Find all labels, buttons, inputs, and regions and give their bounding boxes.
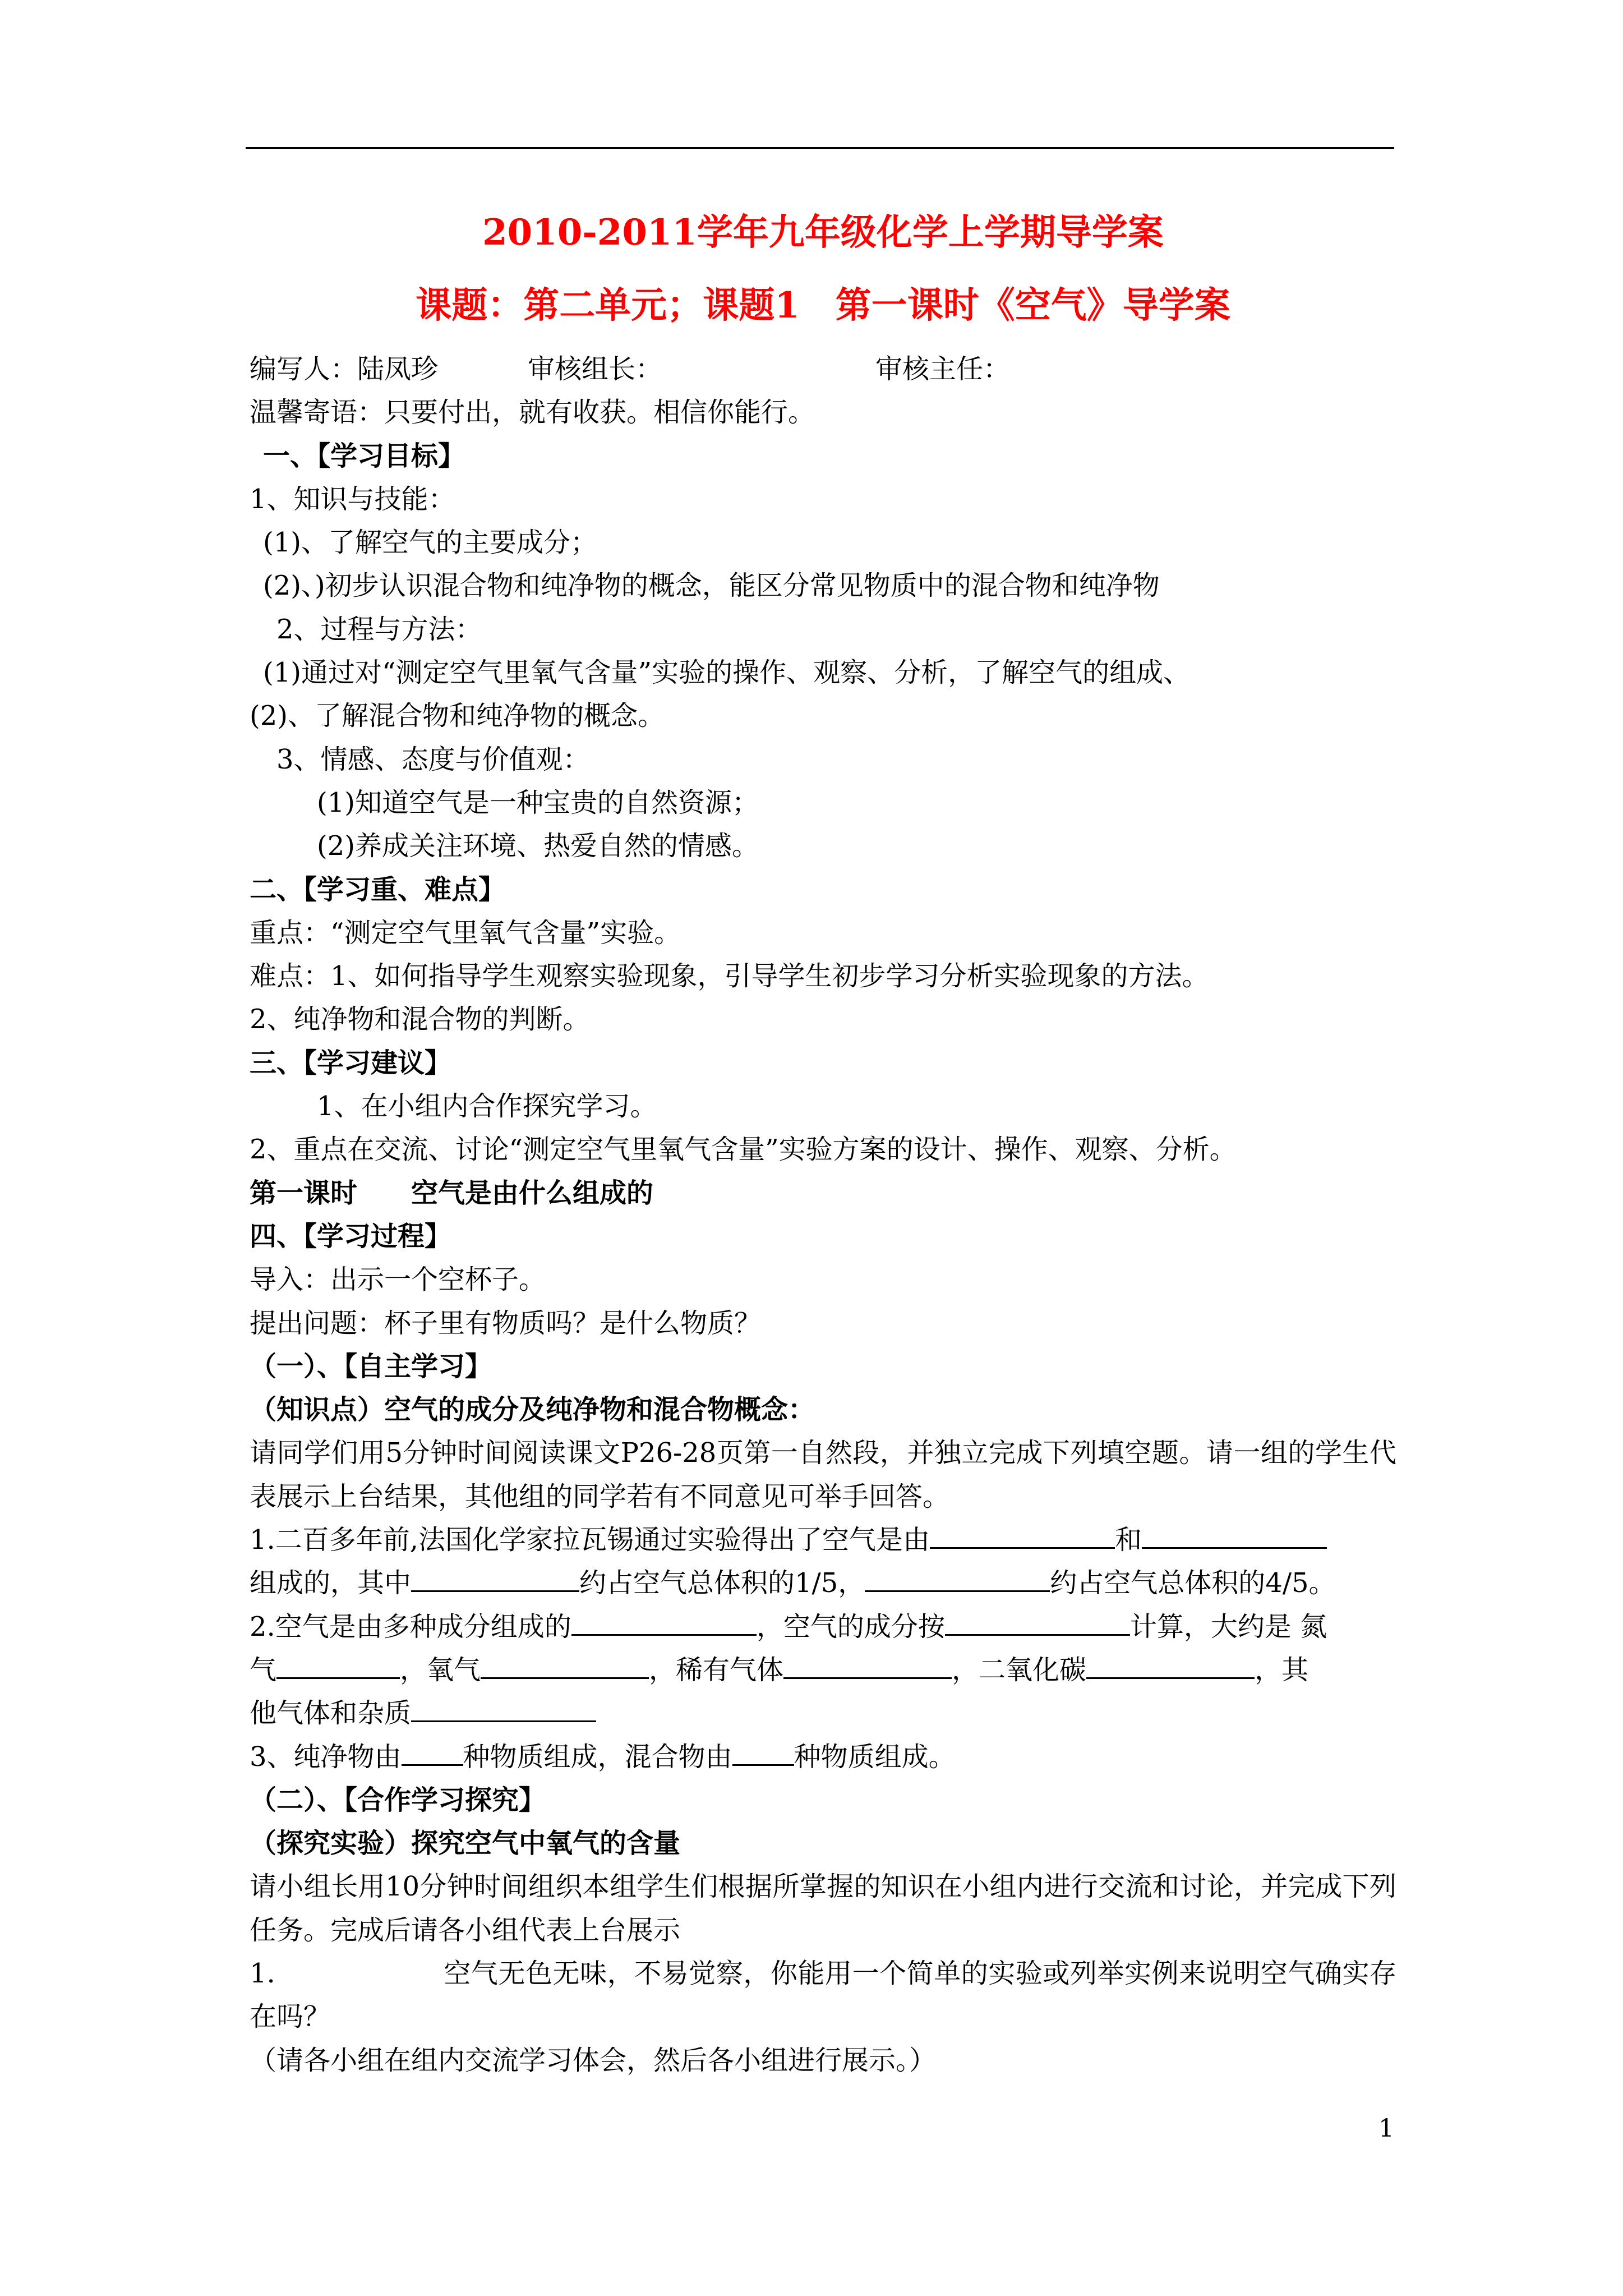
task-1 — [250, 1952, 1396, 2039]
self-study-instructions: 请同学们用5分钟时间阅读课文P26-28页第一自然段，并独立完成下列填空题。请一组的学生代表展示上台结果，其他组的同学若有不同意见可举手回答。 — [250, 1437, 1396, 1512]
q1-text-e: 约占空气总体积的4/5。 — [1050, 1567, 1336, 1599]
goal-emotion-title: 3、情感、态度与价值观： — [276, 743, 590, 775]
key-point: 重点：“测定空气里氧气含量”实验。 — [250, 917, 681, 949]
difficulty-2: 2、纯净物和混合物的判断。 — [250, 1004, 590, 1036]
goal-knowledge-2: (2)、)初步认识混合物和纯净物的概念，能区分常见物质中的混合物和纯净物 — [263, 570, 1160, 602]
q3-text-a: 3、纯净物由 — [250, 1741, 402, 1773]
task-number: 1. — [250, 1957, 275, 1989]
blank-input[interactable] — [1086, 1653, 1255, 1679]
subsection-cooperative: （二）、【合作学习探究】 — [250, 1784, 546, 1816]
q3-text-c: 种物质组成。 — [794, 1741, 956, 1773]
author-row — [250, 348, 1396, 391]
fill-question-1-line-2 — [250, 1562, 1396, 1605]
q2-text-b: ，空气的成分按 — [756, 1611, 945, 1642]
q3-text-b: 种物质组成，混合物由 — [463, 1741, 732, 1773]
advice-1: 1、在小组内合作探究学习。 — [317, 1091, 657, 1122]
goal-process-1: (1)通过对“测定空气里氧气含量”实验的操作、观察、分析，了解空气的组成、 — [263, 657, 1191, 689]
blank-input[interactable] — [930, 1522, 1115, 1549]
knowledge-point: （知识点）空气的成分及纯净物和混合物概念： — [250, 1394, 815, 1426]
blank-input[interactable] — [411, 1696, 596, 1722]
fill-question-3 — [250, 1736, 1396, 1779]
q2-text-a: 2.空气是由多种成分组成的 — [250, 1611, 571, 1642]
subsection-self-study: （一）、【自主学习】 — [250, 1350, 492, 1382]
task-text: 空气无色无味，不易觉察，你能用一个简单的实验或列举实例来说明空气确实存在吗？ — [250, 1957, 1396, 2033]
fill-question-1-line-1 — [250, 1519, 1396, 1562]
goal-knowledge-title: 1、知识与技能： — [250, 483, 455, 515]
intro: 导入：出示一个空杯子。 — [250, 1264, 546, 1296]
header-rule — [246, 147, 1394, 149]
q2-text-h: ，其 — [1255, 1654, 1309, 1686]
q1-text-b: 和 — [1115, 1524, 1142, 1556]
greeting: 温馨寄语：只要付出，就有收获。相信你能行。 — [250, 397, 815, 429]
q2-text-g: ，二氧化碳 — [952, 1654, 1087, 1686]
difficulty-1: 难点：1、如何指导学生观察实验现象，引导学生初步学习分析实验现象的方法。 — [250, 960, 1209, 992]
task-note: （请各小组在组内交流学习体会，然后各小组进行展示。） — [250, 2044, 937, 2076]
section-heading-advice: 三、【学习建议】 — [250, 1047, 452, 1079]
blank-input[interactable] — [411, 1566, 579, 1592]
director: 审核主任： — [875, 353, 1011, 385]
fill-question-2-line-2 — [250, 1649, 1396, 1692]
blank-input[interactable] — [945, 1609, 1130, 1636]
blank-input[interactable] — [783, 1653, 952, 1679]
section-heading-goals: 一、【学习目标】 — [263, 440, 465, 472]
section-heading-keypoints: 二、【学习重、难点】 — [250, 873, 506, 905]
q2-text-f: ，稀有气体 — [649, 1654, 784, 1686]
goal-process-title: 2、过程与方法： — [276, 613, 482, 645]
goal-emotion-2: (2)养成关注环境、热爱自然的情感。 — [317, 830, 759, 862]
page-number: 1 — [1378, 2114, 1394, 2143]
blank-input[interactable] — [571, 1609, 757, 1636]
lesson-subtitle: 课题：第二单元；课题1 第一课时《空气》导学案 — [416, 284, 1230, 326]
fill-question-2-line-1 — [250, 1605, 1396, 1649]
cooperative-instructions: 请小组长用10分钟时间组织本组学生们根据所掌握的知识在小组内进行交流和讨论，并完成下列任务。完成后请各小组代表上台展示 — [250, 1871, 1396, 1946]
blank-input[interactable] — [732, 1740, 794, 1766]
experiment-heading: （探究实验）探究空气中氧气的含量 — [250, 1828, 681, 1860]
fill-question-2-line-3 — [250, 1692, 1396, 1735]
q2-text-e: ，氧气 — [400, 1654, 481, 1686]
reviewer: 审核组长： — [528, 353, 663, 385]
q2-text-i: 他气体和杂质 — [250, 1697, 412, 1729]
blank-input[interactable] — [402, 1740, 463, 1766]
blank-input[interactable] — [865, 1566, 1050, 1592]
advice-2: 2、重点在交流、讨论“测定空气里氧气含量”实验方案的设计、操作、观察、分析。 — [250, 1134, 1237, 1166]
question: 提出问题：杯子里有物质吗？是什么物质？ — [250, 1307, 762, 1339]
lesson-heading: 第一课时 空气是由什么组成的 — [250, 1177, 654, 1209]
q1-text-c: 组成的，其中 — [250, 1567, 412, 1599]
goal-emotion-1: (1)知道空气是一种宝贵的自然资源； — [317, 786, 759, 818]
blank-input[interactable] — [481, 1653, 649, 1679]
author: 编写人：陆凤珍 — [250, 353, 439, 385]
document-body — [250, 213, 1396, 2082]
q1-text-d: 约占空气总体积的1/5， — [579, 1567, 865, 1599]
blank-input[interactable] — [1142, 1522, 1327, 1549]
q2-text-c: 计算，大约是 氮 — [1129, 1611, 1327, 1642]
document-title: 2010-2011学年九年级化学上学期导学案 — [482, 211, 1164, 254]
q1-text-a: 1.二百多年前,法国化学家拉瓦锡通过实验得出了空气是由 — [250, 1524, 930, 1556]
goal-knowledge-1: (1)、了解空气的主要成分； — [263, 527, 597, 559]
q2-text-d: 气 — [250, 1654, 277, 1686]
blank-input[interactable] — [276, 1653, 400, 1679]
section-heading-process: 四、【学习过程】 — [250, 1220, 452, 1252]
goal-process-2: (2)、了解混合物和纯净物的概念。 — [250, 700, 665, 732]
